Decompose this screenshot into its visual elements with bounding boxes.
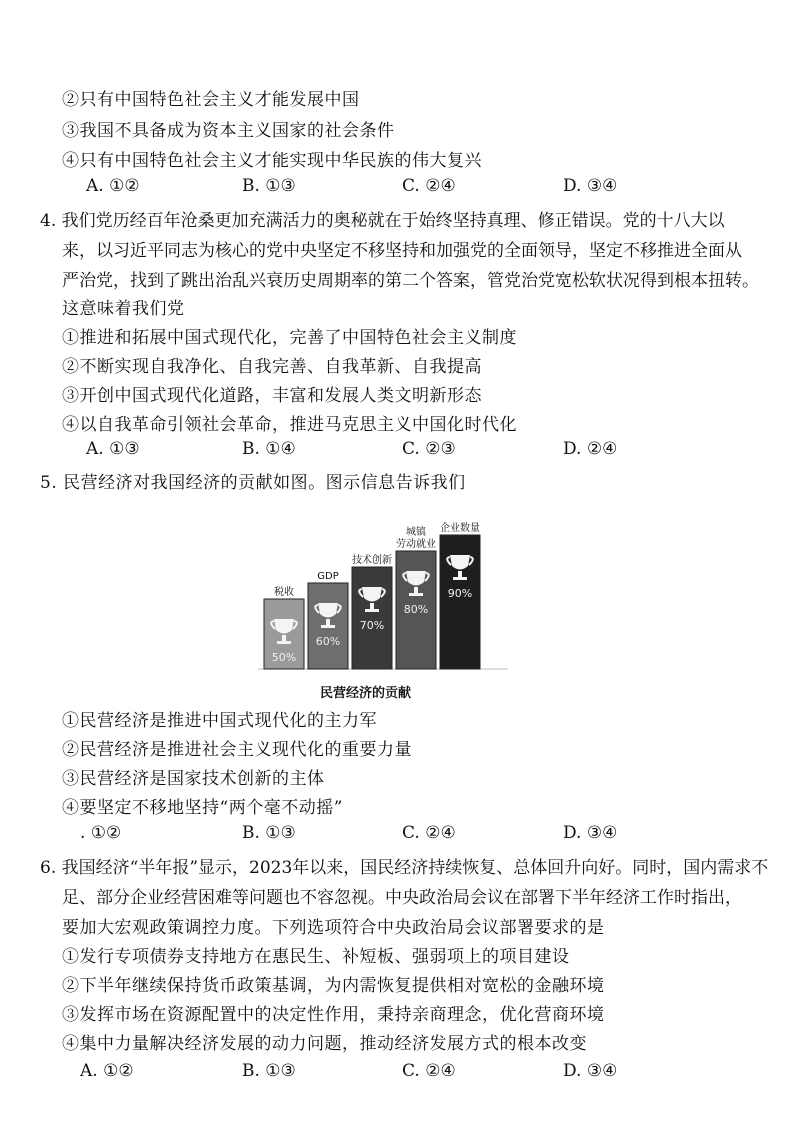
chart-category-label: GDP bbox=[317, 571, 339, 582]
q6-option-a: A. ①② bbox=[80, 1061, 134, 1081]
q5-stem: 5. 民营经济对我国经济的贡献如图。图示信息告诉我们 bbox=[40, 473, 466, 493]
q3-item-4: ④只有中国特色社会主义才能实现中华民族的伟大复兴 bbox=[62, 151, 482, 171]
chart-bar bbox=[352, 567, 392, 669]
q5-item-3: ③民营经济是国家技术创新的主体 bbox=[62, 769, 325, 789]
q3-item-3: ③我国不具备成为资本主义国家的社会条件 bbox=[62, 121, 395, 141]
chart-value-label: 90% bbox=[447, 587, 473, 600]
q5-option-d: D. ③④ bbox=[563, 823, 618, 843]
chart-category-label: 劳动就业 bbox=[396, 539, 436, 550]
chart-category-label: 企业数量 bbox=[440, 523, 480, 534]
q5-item-2: ②民营经济是推进社会主义现代化的重要力量 bbox=[62, 740, 412, 760]
q4-stem-line-2: 来，以习近平同志为核心的党中央坚定不移坚持和加强党的全面领导，坚定不移推进全面从 bbox=[62, 241, 742, 261]
q6-stem-line-1: 6. 我国经济“半年报”显示，2023年以来，国民经济持续恢复、总体回升向好。同时，国内需求不 bbox=[40, 858, 769, 878]
q6-option-b: B. ①③ bbox=[242, 1061, 296, 1081]
chart-value-label: 60% bbox=[315, 635, 341, 648]
q3-item-2: ②只有中国特色社会主义才能发展中国 bbox=[62, 90, 360, 110]
q5-option-c: C. ②④ bbox=[402, 823, 456, 843]
q6-item-1: ①发行专项债券支持地方在惠民生、补短板、强弱项上的项目建设 bbox=[62, 947, 570, 967]
q4-item-3: ③开创中国式现代化道路，丰富和发展人类文明新形态 bbox=[62, 386, 482, 406]
q4-stem-line-3: 严治党，找到了跳出治乱兴衰历史周期率的第二个答案，管党治党宽松软状况得到根本扭转。 bbox=[62, 271, 759, 291]
q3-option-a: A. ①② bbox=[86, 176, 140, 196]
chart-category-label: 税收 bbox=[274, 587, 294, 598]
q6-item-3: ③发挥市场在资源配置中的决定性作用，秉持亲商理念，优化营商环境 bbox=[62, 1005, 605, 1025]
q4-option-d: D. ②④ bbox=[563, 439, 618, 459]
q4-item-4: ④以自我革命引领社会革命，推进马克思主义中国化时代化 bbox=[62, 415, 517, 435]
q5-option-b: B. ①③ bbox=[242, 823, 296, 843]
q3-option-d: D. ③④ bbox=[563, 176, 618, 196]
q4-option-a: A. ①③ bbox=[86, 439, 140, 459]
q5-option-a: . ①② bbox=[80, 823, 122, 843]
q6-item-4: ④集中力量解决经济发展的动力问题，推动经济发展方式的根本改变 bbox=[62, 1034, 587, 1054]
chart-category-label: 城镇 bbox=[406, 527, 426, 538]
q6-stem-line-3: 要加大宏观政策调控力度。下列选项符合中央政治局会议部署要求的是 bbox=[62, 918, 605, 938]
contribution-chart-svg bbox=[258, 494, 508, 674]
q4-option-c: C. ②③ bbox=[402, 439, 456, 459]
q3-option-b: B. ①③ bbox=[242, 176, 296, 196]
q6-option-c: C. ②④ bbox=[402, 1061, 456, 1081]
q4-stem-line-1: 4. 我们党历经百年沧桑更加充满活力的奥秘就在于始终坚持真理、修正错误。党的十八大以 bbox=[40, 211, 725, 231]
q5-item-4: ④要坚定不移地坚持“两个毫不动摇” bbox=[62, 798, 343, 818]
q3-option-c: C. ②④ bbox=[402, 176, 456, 196]
q6-stem-line-2: 足、部分企业经营困难等问题也不容忽视。中央政治局会议在部署下半年经济工作时指出， bbox=[62, 888, 742, 908]
q4-stem-line-4: 这意味着我们党 bbox=[62, 299, 185, 319]
q6-option-d: D. ③④ bbox=[563, 1061, 618, 1081]
q4-option-b: B. ①④ bbox=[242, 439, 296, 459]
chart-caption: 民营经济的贡献 bbox=[320, 686, 412, 701]
chart-value-label: 80% bbox=[403, 603, 429, 616]
chart-value-label: 70% bbox=[359, 619, 385, 632]
q5-item-1: ①民营经济是推进中国式现代化的主力军 bbox=[62, 711, 377, 731]
chart-value-label: 50% bbox=[271, 651, 297, 664]
q4-item-1: ①推进和拓展中国式现代化，完善了中国特色社会主义制度 bbox=[62, 328, 517, 348]
contribution-chart bbox=[258, 494, 508, 674]
chart-category-label: 技术创新 bbox=[352, 555, 392, 566]
q6-item-2: ②下半年继续保持货币政策基调，为内需恢复提供相对宽松的金融环境 bbox=[62, 976, 605, 996]
q4-item-2: ②不断实现自我净化、自我完善、自我革新、自我提高 bbox=[62, 357, 482, 377]
